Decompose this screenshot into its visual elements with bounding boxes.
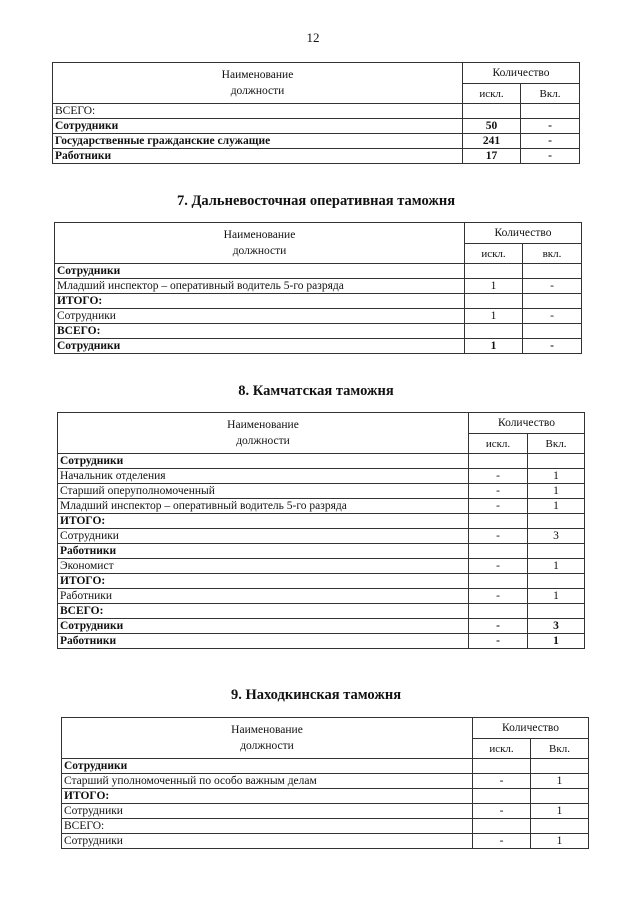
table-row bbox=[53, 104, 580, 119]
section-9-title: 9. Находкинская таможня bbox=[230, 687, 402, 703]
position-name: ВСЕГО: bbox=[62, 819, 473, 834]
excl-count bbox=[463, 104, 521, 119]
table-row bbox=[53, 149, 580, 164]
summary-table bbox=[52, 62, 580, 164]
position-name: Старший уполномоченный по особо важным делам bbox=[62, 774, 473, 789]
excl-count bbox=[473, 759, 531, 774]
position-name: Работники bbox=[58, 589, 469, 604]
table-row bbox=[62, 789, 589, 804]
section-8-title: 8. Камчатская таможня bbox=[238, 383, 394, 399]
column-header-incl: Вкл. bbox=[531, 739, 589, 759]
excl-count: - bbox=[469, 634, 528, 649]
position-name: Сотрудники bbox=[62, 834, 473, 849]
incl-count: - bbox=[521, 134, 580, 149]
column-header-excl: искл. bbox=[469, 434, 528, 454]
position-name: Сотрудники bbox=[62, 804, 473, 819]
table-row bbox=[58, 604, 585, 619]
section-8-table bbox=[57, 412, 585, 649]
column-header-excl: искл. bbox=[473, 739, 531, 759]
incl-count bbox=[531, 789, 589, 804]
table-row bbox=[55, 324, 582, 339]
table-row bbox=[58, 544, 585, 559]
column-header-excl: искл. bbox=[465, 244, 523, 264]
incl-count bbox=[528, 454, 585, 469]
excl-count: - bbox=[469, 499, 528, 514]
table-row bbox=[55, 294, 582, 309]
position-name: Сотрудники bbox=[58, 454, 469, 469]
position-name: ВСЕГО: bbox=[58, 604, 469, 619]
position-name: ИТОГО: bbox=[55, 294, 465, 309]
incl-count: 1 bbox=[528, 634, 585, 649]
table-row bbox=[58, 484, 585, 499]
table-row bbox=[58, 454, 585, 469]
table-row bbox=[58, 574, 585, 589]
incl-count: - bbox=[523, 339, 582, 354]
position-name: ИТОГО: bbox=[58, 574, 469, 589]
table-row bbox=[58, 499, 585, 514]
section-9-table bbox=[61, 717, 589, 849]
table-row bbox=[62, 819, 589, 834]
column-header-excl: искл. bbox=[463, 84, 521, 104]
column-header-position: Наименование должности bbox=[53, 63, 463, 104]
incl-count: 1 bbox=[528, 484, 585, 499]
incl-count bbox=[531, 759, 589, 774]
table-row bbox=[58, 559, 585, 574]
column-header-position: Наименование должности bbox=[62, 718, 473, 759]
table-row bbox=[58, 529, 585, 544]
excl-count: 17 bbox=[463, 149, 521, 164]
excl-count bbox=[465, 324, 523, 339]
incl-count: 3 bbox=[528, 619, 585, 634]
position-name: Младший инспектор – оперативный водитель 5-го разряда bbox=[55, 279, 465, 294]
table-row bbox=[62, 834, 589, 849]
incl-count: 1 bbox=[531, 834, 589, 849]
excl-count: - bbox=[473, 834, 531, 849]
position-name: Государственные гражданские служащие bbox=[53, 134, 463, 149]
position-name: Старший оперуполномоченный bbox=[58, 484, 469, 499]
position-name: Экономист bbox=[58, 559, 469, 574]
table-row bbox=[55, 279, 582, 294]
excl-count: - bbox=[469, 529, 528, 544]
column-header-quantity: Количество bbox=[463, 63, 580, 84]
table-row bbox=[55, 264, 582, 279]
table-row bbox=[58, 469, 585, 484]
incl-count bbox=[521, 104, 580, 119]
section-7-title: 7. Дальневосточная оперативная таможня bbox=[176, 193, 456, 209]
incl-count: 1 bbox=[528, 589, 585, 604]
position-name: Работники bbox=[58, 544, 469, 559]
excl-count: - bbox=[469, 469, 528, 484]
excl-count: 50 bbox=[463, 119, 521, 134]
excl-count: 241 bbox=[463, 134, 521, 149]
excl-count: 1 bbox=[465, 339, 523, 354]
table-row bbox=[62, 759, 589, 774]
incl-count: - bbox=[521, 149, 580, 164]
incl-count bbox=[523, 264, 582, 279]
table-row bbox=[62, 774, 589, 789]
incl-count: 1 bbox=[531, 804, 589, 819]
incl-count bbox=[528, 604, 585, 619]
position-name: Сотрудники bbox=[58, 529, 469, 544]
position-name: Начальник отделения bbox=[58, 469, 469, 484]
position-name: Работники bbox=[58, 634, 469, 649]
position-name: Работники bbox=[53, 149, 463, 164]
position-name: ИТОГО: bbox=[62, 789, 473, 804]
excl-count: 1 bbox=[465, 309, 523, 324]
position-name: Сотрудники bbox=[55, 309, 465, 324]
excl-count: - bbox=[473, 774, 531, 789]
page-number: 12 bbox=[306, 30, 320, 45]
incl-count bbox=[528, 574, 585, 589]
column-header-incl: вкл. bbox=[523, 244, 582, 264]
position-name: Сотрудники bbox=[55, 264, 465, 279]
position-name: Сотрудники bbox=[53, 119, 463, 134]
position-name: ВСЕГО: bbox=[55, 324, 465, 339]
position-name: ВСЕГО: bbox=[53, 104, 463, 119]
table-row bbox=[58, 634, 585, 649]
incl-count: 1 bbox=[531, 774, 589, 789]
excl-count bbox=[469, 454, 528, 469]
column-header-position: Наименование должности bbox=[55, 223, 465, 264]
column-header-position: Наименование должности bbox=[58, 413, 469, 454]
excl-count: - bbox=[469, 619, 528, 634]
table-row bbox=[53, 134, 580, 149]
incl-count: - bbox=[523, 309, 582, 324]
table-row bbox=[58, 514, 585, 529]
excl-count bbox=[469, 604, 528, 619]
incl-count bbox=[528, 514, 585, 529]
excl-count: 1 bbox=[465, 279, 523, 294]
excl-count bbox=[473, 789, 531, 804]
table-row bbox=[62, 804, 589, 819]
incl-count: - bbox=[523, 279, 582, 294]
excl-count bbox=[465, 294, 523, 309]
position-name: Сотрудники bbox=[58, 619, 469, 634]
excl-count bbox=[473, 819, 531, 834]
incl-count bbox=[523, 294, 582, 309]
table-row bbox=[58, 619, 585, 634]
incl-count bbox=[531, 819, 589, 834]
excl-count bbox=[469, 574, 528, 589]
incl-count bbox=[523, 324, 582, 339]
excl-count bbox=[469, 544, 528, 559]
excl-count: - bbox=[469, 484, 528, 499]
section-7-table bbox=[54, 222, 582, 354]
incl-count: 1 bbox=[528, 469, 585, 484]
column-header-quantity: Количество bbox=[473, 718, 589, 739]
column-header-quantity: Количество bbox=[465, 223, 582, 244]
table-row bbox=[55, 339, 582, 354]
excl-count bbox=[469, 514, 528, 529]
incl-count: 1 bbox=[528, 559, 585, 574]
excl-count bbox=[465, 264, 523, 279]
position-name: Сотрудники bbox=[55, 339, 465, 354]
excl-count: - bbox=[469, 559, 528, 574]
position-name: Младший инспектор – оперативный водитель 5-го разряда bbox=[58, 499, 469, 514]
incl-count bbox=[528, 544, 585, 559]
table-row bbox=[55, 309, 582, 324]
table-row bbox=[58, 589, 585, 604]
incl-count: 3 bbox=[528, 529, 585, 544]
column-header-incl: Вкл. bbox=[521, 84, 580, 104]
table-row bbox=[53, 119, 580, 134]
column-header-incl: Вкл. bbox=[528, 434, 585, 454]
incl-count: 1 bbox=[528, 499, 585, 514]
position-name: Сотрудники bbox=[62, 759, 473, 774]
position-name: ИТОГО: bbox=[58, 514, 469, 529]
excl-count: - bbox=[473, 804, 531, 819]
column-header-quantity: Количество bbox=[469, 413, 585, 434]
incl-count: - bbox=[521, 119, 580, 134]
excl-count: - bbox=[469, 589, 528, 604]
